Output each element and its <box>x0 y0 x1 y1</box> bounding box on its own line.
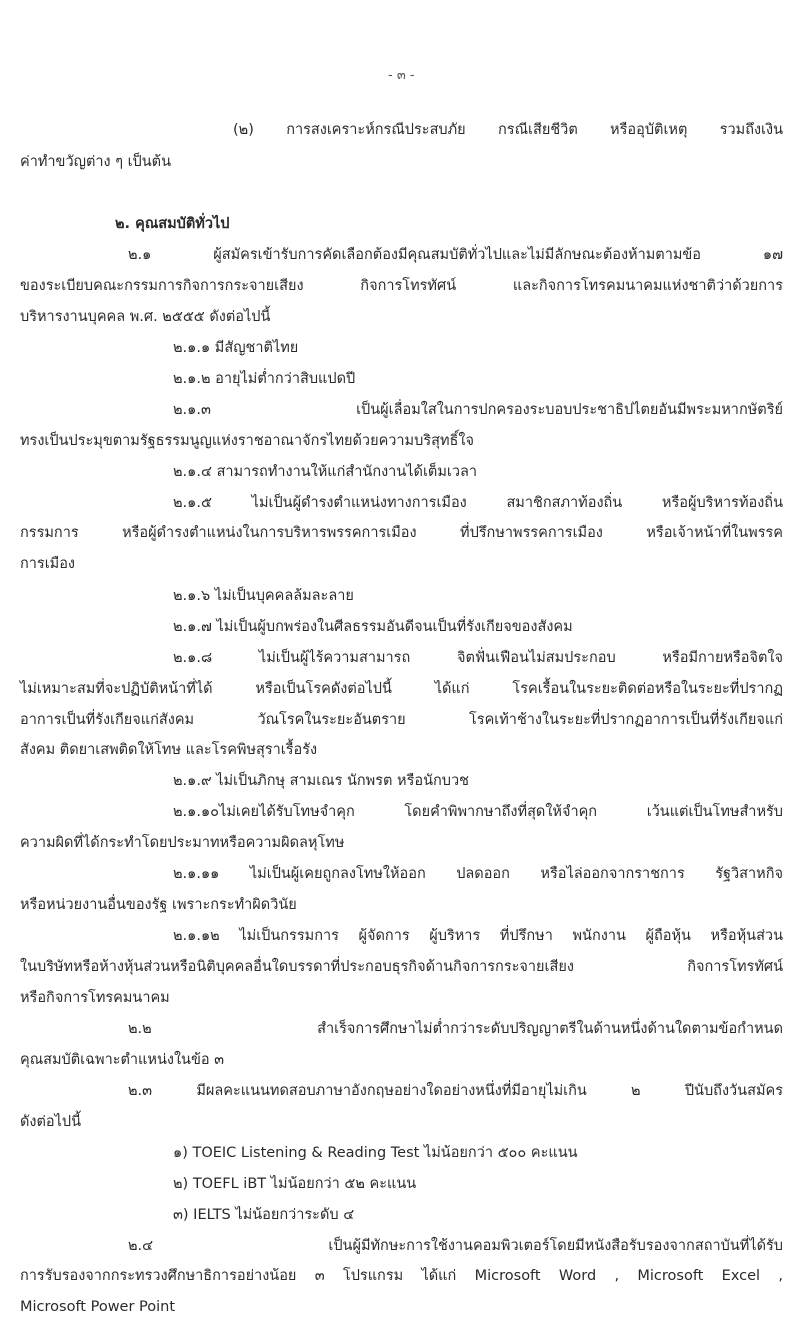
list-item: ๓) IELTS ไม่น้อยกว่าระดับ ๔ <box>173 1207 355 1223</box>
paragraph-line: หรือกิจการโทรคมนาคม <box>20 990 170 1006</box>
paragraph-line: ดังต่อไปนี้ <box>20 1114 82 1130</box>
list-item: ๒.๑.๔ สามารถทำงานให้แก่สำนักงานได้เต็มเวลา <box>173 464 478 480</box>
section-heading: ๒. คุณสมบัติทั่วไป <box>115 216 230 232</box>
list-item: ๒.๑.๗ ไม่เป็นผู้บกพร่องในศีลธรรมอันดีจนเป็นที่รังเกียจของสังคม <box>173 619 573 635</box>
list-item: ๒.๑.๑๑ ไม่เป็นผู้เคยถูกลงโทษให้ออก ปลดออก หรือไล่ออกจากราชการ รัฐวิสาหกิจ <box>173 866 783 882</box>
list-item: ๒.๑.๙ ไม่เป็นภิกษุ สามเณร นักพรต หรือนักบวช <box>173 773 469 789</box>
paragraph-line: ๒.๔ เป็นผู้มีทักษะการใช้งานคอมพิวเตอร์โดยมีหนังสือรับรองจากสถาบันที่ได้รับ <box>128 1238 783 1254</box>
list-item: ๒.๑.๑๒ ไม่เป็นกรรมการ ผู้จัดการ ผู้บริหาร ที่ปรึกษา พนักงาน ผู้ถือหุ้น หรือหุ้นส่วน <box>173 928 783 944</box>
list-item: ๒.๑.๕ ไม่เป็นผู้ดำรงตำแหน่งทางการเมือง สมาชิกสภาท้องถิ่น หรือผู้บริหารท้องถิ่น <box>173 495 783 511</box>
paragraph-line: การรับรองจากกระทรวงศึกษาธิการอย่างน้อย ๓ โปรแกรม ได้แก่ Microsoft Word , Microsoft Excel , <box>20 1268 783 1284</box>
paragraph-line: หรือหน่วยงานอื่นของรัฐ เพราะกระทำผิดวินัย <box>20 897 297 913</box>
paragraph-line: คุณสมบัติเฉพาะตำแหน่งในข้อ ๓ <box>20 1052 225 1068</box>
paragraph-line: ความผิดที่ได้กระทำโดยประมาทหรือความผิดลหุโทษ <box>20 835 345 851</box>
paragraph-line: ในบริษัทหรือห้างหุ้นส่วนหรือนิติบุคคลอื่นใดบรรดาที่ประกอบธุรกิจด้านกิจการกระจายเสียง กิจการโทรทัศน์ <box>20 959 783 975</box>
paragraph-line: กรรมการ หรือผู้ดำรงตำแหน่งในการบริหารพรรคการเมือง ที่ปรึกษาพรรคการเมือง หรือเจ้าหน้าที่ในพรรค <box>20 525 783 541</box>
paragraph-line: สังคม ติดยาเสพติดให้โทษ และโรคพิษสุราเรื้อรัง <box>20 742 318 758</box>
list-item: ๒.๑.๖ ไม่เป็นบุคคลล้มละลาย <box>173 588 354 604</box>
paragraph-line: ๒.๓ มีผลคะแนนทดสอบภาษาอังกฤษอย่างใดอย่างหนึ่งที่มีอายุไม่เกิน ๒ ปีนับถึงวันสมัคร <box>128 1083 783 1099</box>
paragraph-line: ค่าทำขวัญต่าง ๆ เป็นต้น <box>20 154 171 170</box>
list-item: ๒.๑.๒ อายุไม่ต่ำกว่าสิบแปดปี <box>173 371 356 387</box>
paragraph-line: ทรงเป็นประมุขตามรัฐธรรมนูญแห่งราชอาณาจักรไทยด้วยความบริสุทธิ์ใจ <box>20 433 474 449</box>
paragraph-line: ๒.๑ ผู้สมัครเข้ารับการคัดเลือกต้องมีคุณสมบัติทั่วไปและไม่มีลักษณะต้องห้ามตามข้อ ๑๗ <box>128 247 783 263</box>
list-item: ๑) TOEIC Listening & Reading Test ไม่น้อยกว่า ๕๐๐ คะแนน <box>173 1145 578 1161</box>
paragraph-line: ของระเบียบคณะกรรมการกิจการกระจายเสียง กิจการโทรทัศน์ และกิจการโทรคมนาคมแห่งชาติว่าด้วยการ <box>20 278 783 294</box>
paragraph-line: (๒) การสงเคราะห์กรณีประสบภัย กรณีเสียชีวิต หรืออุบัติเหตุ รวมถึงเงิน <box>233 122 783 138</box>
list-item: ๒.๑.๑๐ไม่เคยได้รับโทษจำคุก โดยคำพิพากษาถึงที่สุดให้จำคุก เว้นแต่เป็นโทษสำหรับ <box>173 804 783 820</box>
list-item: ๒.๑.๘ ไม่เป็นผู้ไร้ความสามารถ จิตฟั่นเฟือนไม่สมประกอบ หรือมีกายหรือจิตใจ <box>173 650 783 666</box>
paragraph-line: การเมือง <box>20 556 76 572</box>
paragraph-line: ๒.๒ สำเร็จการศึกษาไม่ต่ำกว่าระดับปริญญาตรีในด้านหนึ่งด้านใดตามข้อกำหนด <box>128 1021 783 1037</box>
paragraph-line: ไม่เหมาะสมที่จะปฏิบัติหน้าที่ได้ หรือเป็นโรคดังต่อไปนี้ ได้แก่ โรคเรื้อนในระยะติดต่อหรือในระยะที่ปรากฏ <box>20 681 783 697</box>
list-item: ๒) TOEFL iBT ไม่น้อยกว่า ๕๒ คะแนน <box>173 1176 417 1192</box>
list-item: ๒.๑.๑ มีสัญชาติไทย <box>173 340 299 356</box>
paragraph-line: บริหารงานบุคคล พ.ศ. ๒๕๕๕ ดังต่อไปนี้ <box>20 309 271 325</box>
paragraph-line: Microsoft Power Point <box>20 1299 176 1315</box>
list-item: ๒.๑.๓ เป็นผู้เลื่อมใสในการปกครองระบอบประชาธิปไตยอันมีพระมหากษัตริย์ <box>173 402 783 418</box>
page-number: - ๓ - <box>388 68 415 83</box>
paragraph-line: อาการเป็นที่รังเกียจแก่สังคม วัณโรคในระยะอันตราย โรคเท้าช้างในระยะที่ปรากฏอาการเป็นที่รังเกียจแก่ <box>20 712 783 728</box>
